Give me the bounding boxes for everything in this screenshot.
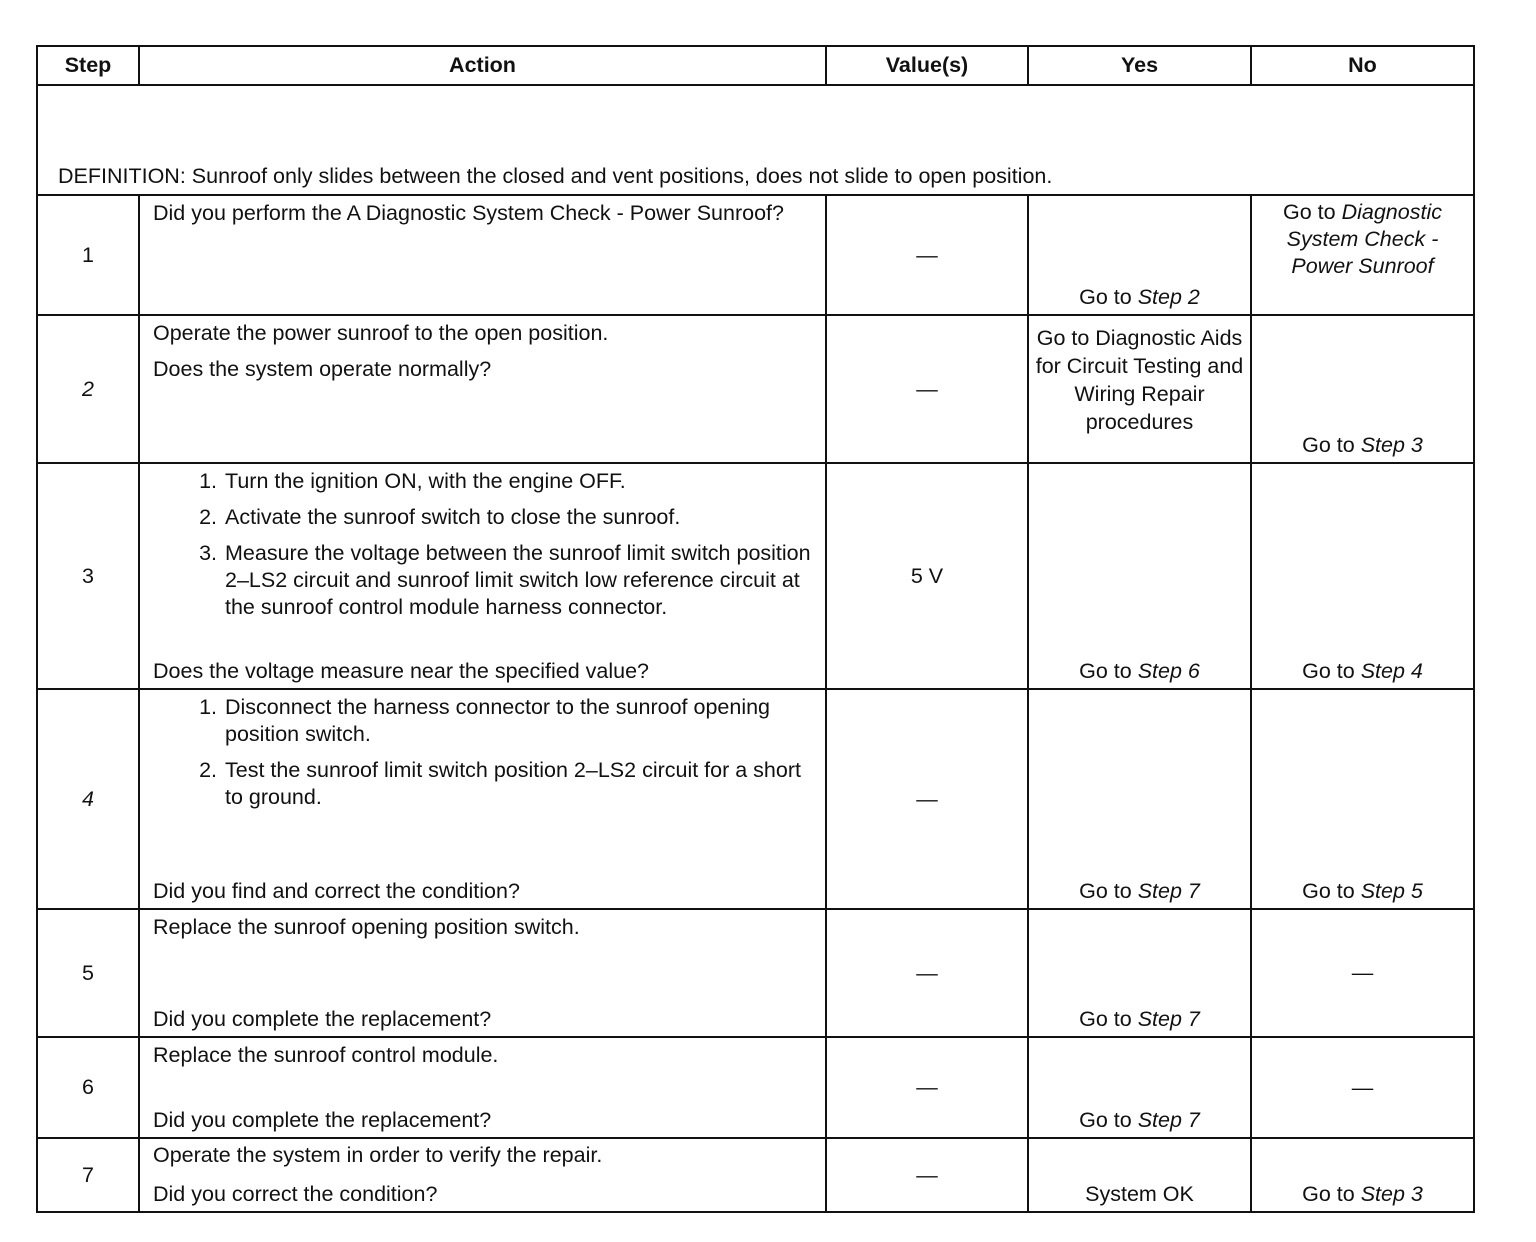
step-link[interactable]: Step 3: [1360, 433, 1423, 457]
header-row: [37, 46, 1474, 85]
yes-cell: [1028, 463, 1251, 689]
diagnostic-table: [36, 45, 1475, 1213]
go-to-label: Go to: [1302, 433, 1355, 457]
step-number: 5: [37, 909, 139, 1037]
value-cell: —: [826, 909, 1028, 1037]
step-number: 1: [37, 195, 139, 315]
no-cell: [1251, 1138, 1474, 1212]
no-cell: [1251, 195, 1474, 315]
go-to-label: Go to: [1079, 1108, 1132, 1132]
value-cell: —: [826, 315, 1028, 463]
definition-row: [37, 85, 1474, 195]
header-step: Step: [37, 46, 139, 85]
value-cell: —: [826, 1037, 1028, 1138]
yes-cell: [1028, 689, 1251, 909]
step-number: 4: [37, 689, 139, 909]
action-cell: [139, 1037, 826, 1138]
action-step: 2. Activate the sunroof switch to close the sunroof.: [223, 504, 815, 531]
table-row: [37, 463, 1474, 689]
table-row: [37, 195, 1474, 315]
action-text: Did you perform the A Diagnostic System Check - Power Sunroof?: [153, 201, 784, 225]
action-step: 2. Test the sunroof limit switch position 2–LS2 circuit for a short to ground.: [223, 757, 815, 811]
go-to-label: Go to: [1283, 200, 1336, 224]
table-row: [37, 909, 1474, 1037]
step-link[interactable]: Step 7: [1137, 1108, 1200, 1132]
action-text: Replace the sunroof opening position switch.: [153, 915, 580, 939]
action-question: Did you correct the condition?: [153, 1182, 438, 1206]
action-text: Operate the power sunroof to the open position.: [153, 321, 609, 345]
step-link[interactable]: Step 2: [1137, 285, 1200, 309]
system-ok-text: System OK: [1085, 1182, 1194, 1206]
table-row: [37, 1138, 1474, 1212]
action-steps: [153, 694, 815, 811]
diag-link-line3[interactable]: Power Sunroof: [1291, 254, 1434, 278]
action-step: 1. Disconnect the harness connector to the sunroof opening position switch.: [223, 694, 815, 748]
no-cell: [1251, 463, 1474, 689]
action-question: Does the system operate normally?: [153, 357, 492, 381]
action-cell: [139, 463, 826, 689]
action-question: Does the voltage measure near the specified value?: [153, 659, 650, 683]
no-value: —: [1351, 960, 1374, 985]
action-question: Did you find and correct the condition?: [153, 879, 520, 903]
go-to-label: Go to: [1079, 1007, 1132, 1031]
diag-link[interactable]: Diagnostic: [1341, 200, 1442, 224]
step-link[interactable]: Step 6: [1137, 659, 1200, 683]
yes-cell: [1028, 315, 1251, 463]
yes-cell: [1028, 909, 1251, 1037]
go-to-label: Go to: [1302, 659, 1355, 683]
go-to-label: Go to: [1079, 879, 1132, 903]
step-number: 3: [37, 463, 139, 689]
step-number: 7: [37, 1138, 139, 1212]
table-row: [37, 315, 1474, 463]
step-link[interactable]: Step 7: [1137, 879, 1200, 903]
step-link[interactable]: Step 7: [1137, 1007, 1200, 1031]
yes-cell: [1028, 1037, 1251, 1138]
action-question: Did you complete the replacement?: [153, 1007, 492, 1031]
no-cell: [1251, 1037, 1474, 1138]
no-cell: [1251, 689, 1474, 909]
go-to-label: Go to: [1079, 285, 1132, 309]
value-cell: 5 V: [826, 463, 1028, 689]
header-yes: Yes: [1028, 46, 1251, 85]
go-to-label: Go to: [1302, 1182, 1355, 1206]
step-link[interactable]: Step 4: [1360, 659, 1423, 683]
value-cell: —: [826, 689, 1028, 909]
action-cell: [139, 195, 826, 315]
action-steps: [153, 468, 815, 621]
action-question: Did you complete the replacement?: [153, 1108, 492, 1132]
go-to-label: Go to: [1302, 879, 1355, 903]
diag-aids-link[interactable]: Go to Diagnostic Aids for Circuit Testing and Wiring Repair procedures: [1035, 326, 1244, 434]
action-cell: [139, 909, 826, 1037]
step-link[interactable]: Step 5: [1360, 879, 1423, 903]
step-link[interactable]: Step 3: [1360, 1182, 1423, 1206]
header-values: Value(s): [826, 46, 1028, 85]
header-no: No: [1251, 46, 1474, 85]
no-value: —: [1351, 1075, 1374, 1099]
action-step: 3. Measure the voltage between the sunroof limit switch position 2–LS2 circuit and sunroof limit switch low reference circuit at the sunroof control module harness connector.: [223, 540, 815, 621]
action-text: Operate the system in order to verify the repair.: [153, 1143, 603, 1167]
yes-cell: [1028, 195, 1251, 315]
no-cell: [1251, 315, 1474, 463]
table-row: [37, 689, 1474, 909]
table-row: [37, 1037, 1474, 1138]
action-step: 1. Turn the ignition ON, with the engine OFF.: [223, 468, 815, 495]
definition-text: DEFINITION: Sunroof only slides between the closed and vent positions, does not slide to open position.: [37, 85, 1474, 195]
value-cell: —: [826, 195, 1028, 315]
diag-link-line2[interactable]: System Check -: [1286, 227, 1439, 251]
go-to-label: Go to: [1079, 659, 1132, 683]
no-cell: [1251, 909, 1474, 1037]
value-cell: —: [826, 1138, 1028, 1212]
header-action: Action: [139, 46, 826, 85]
step-number: 6: [37, 1037, 139, 1138]
step-number: 2: [37, 315, 139, 463]
action-text: Replace the sunroof control module.: [153, 1043, 499, 1067]
action-cell: [139, 315, 826, 463]
yes-cell: [1028, 1138, 1251, 1212]
action-cell: [139, 689, 826, 909]
action-cell: [139, 1138, 826, 1212]
